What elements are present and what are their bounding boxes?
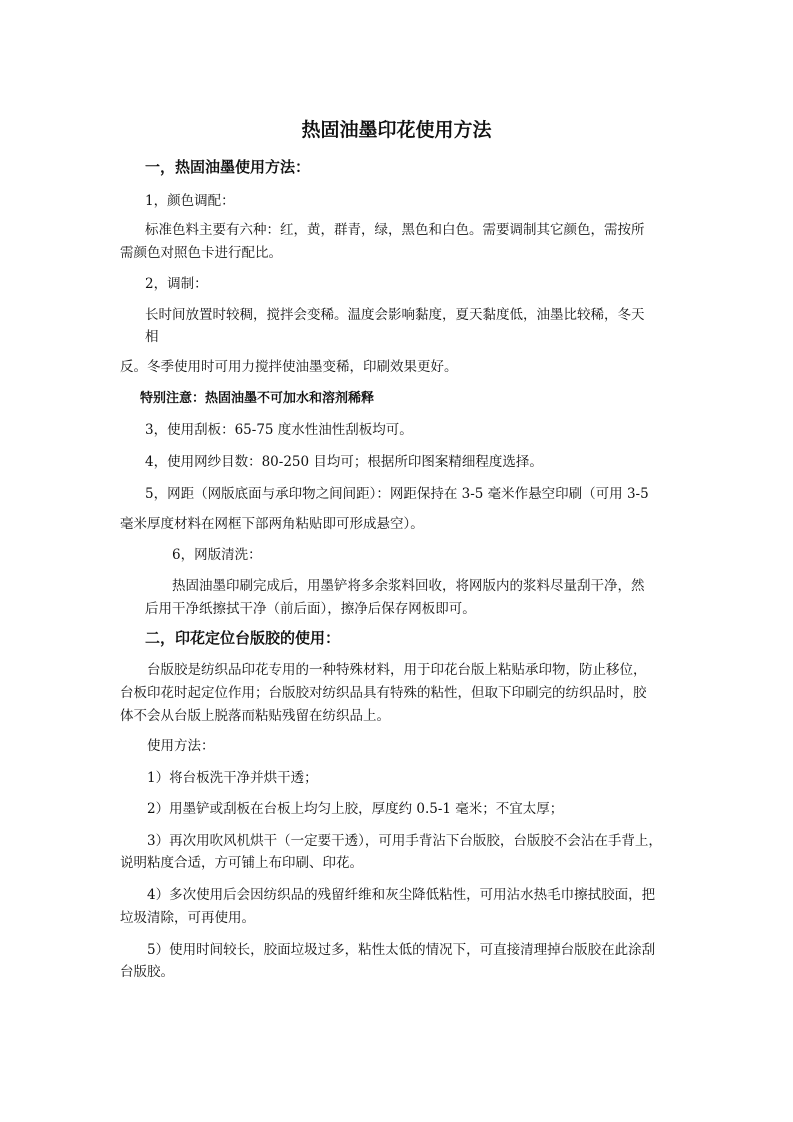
special-note: 特别注意：热固油墨不可加水和溶剂稀释 (140, 391, 375, 406)
item-2-label: 2，调制： (145, 276, 208, 292)
document-title: 热固油墨印花使用方法 (301, 119, 492, 141)
step-3-line-2: 说明粘度合适，方可铺上布印刷、印花。 (120, 855, 363, 871)
item-5-line-2: 毫米厚度材料在网框下部两角粘贴即可形成悬空）。 (120, 516, 424, 532)
item-2-line-2: 相 (145, 329, 159, 345)
intro-line-2: 台板印花时起定位作用；台版胶对纺织品具有特殊的粘性，但取下印刷完的纺织品时，胶 (120, 685, 647, 701)
section-2-heading: 二，印花定位台版胶的使用： (145, 629, 341, 647)
item-6-line-1: 热固油墨印刷完成后，用墨铲将多余浆料回收，将网版内的浆料尽量刮干净，然 (172, 578, 645, 594)
item-2-line-3: 反。冬季使用时可用力搅拌使油墨变稀，印刷效果更好。 (120, 359, 458, 375)
item-3: 3，使用刮板：65-75 度水性油性刮板均可。 (145, 422, 413, 438)
item-1-line-1: 标准色料主要有六种：红，黄，群青，绿，黑色和白色。需要调制其它颜色，需按所 (145, 222, 645, 238)
step-1: 1）将台板洗干净并烘干透； (147, 770, 318, 786)
item-6-label: 6，网版清洗： (172, 547, 262, 563)
intro-line-1: 台版胶是纺织品印花专用的一种特殊材料，用于印花台版上粘贴承印物，防止移位， (147, 662, 647, 678)
item-6-line-2: 后用干净纸擦拭干净（前后面），擦净后保存网板即可。 (145, 601, 476, 617)
step-5-line-1: 5）使用时间较长，胶面垃圾过多，粘性太低的情况下，可直接清理掉台版胶在此涂刮 (147, 942, 656, 958)
item-1-label: 1，颜色调配： (145, 193, 235, 209)
item-4: 4，使用网纱目数：80-250 目均可；根据所印图案精细程度选择。 (145, 454, 543, 470)
item-2-line-1: 长时间放置时较稠，搅拌会变稀。温度会影响黏度，夏天黏度低，油墨比较稀，冬天 (145, 307, 645, 323)
item-5-line-1: 5，网距（网版底面与承印物之间间距）：网距保持在 3-5 毫米作悬空印刷（可用 3-5 (145, 486, 649, 502)
section-1-heading: 一，热固油墨使用方法： (145, 158, 311, 176)
step-5-line-2: 台版胶。 (120, 964, 174, 980)
usage-label: 使用方法： (147, 738, 215, 754)
step-2: 2）用墨铲或刮板在台板上均匀上胶，厚度约 0.5-1 毫米；不宜太厚； (147, 801, 564, 817)
item-1-line-2: 需颜色对照色卡进行配比。 (120, 245, 282, 261)
step-4-line-2: 垃圾清除，可再使用。 (120, 910, 255, 926)
step-4-line-1: 4）多次使用后会因纺织品的残留纤维和灰尘降低粘性，可用沾水热毛巾擦拭胶面，把 (147, 887, 656, 903)
intro-line-3: 体不会从台版上脱落而粘贴残留在纺织品上。 (120, 708, 390, 724)
step-3-line-1: 3）再次用吹风机烘干（一定要干透），可用手背沾下台版胶，台版胶不会沾在手背上， (147, 833, 662, 849)
